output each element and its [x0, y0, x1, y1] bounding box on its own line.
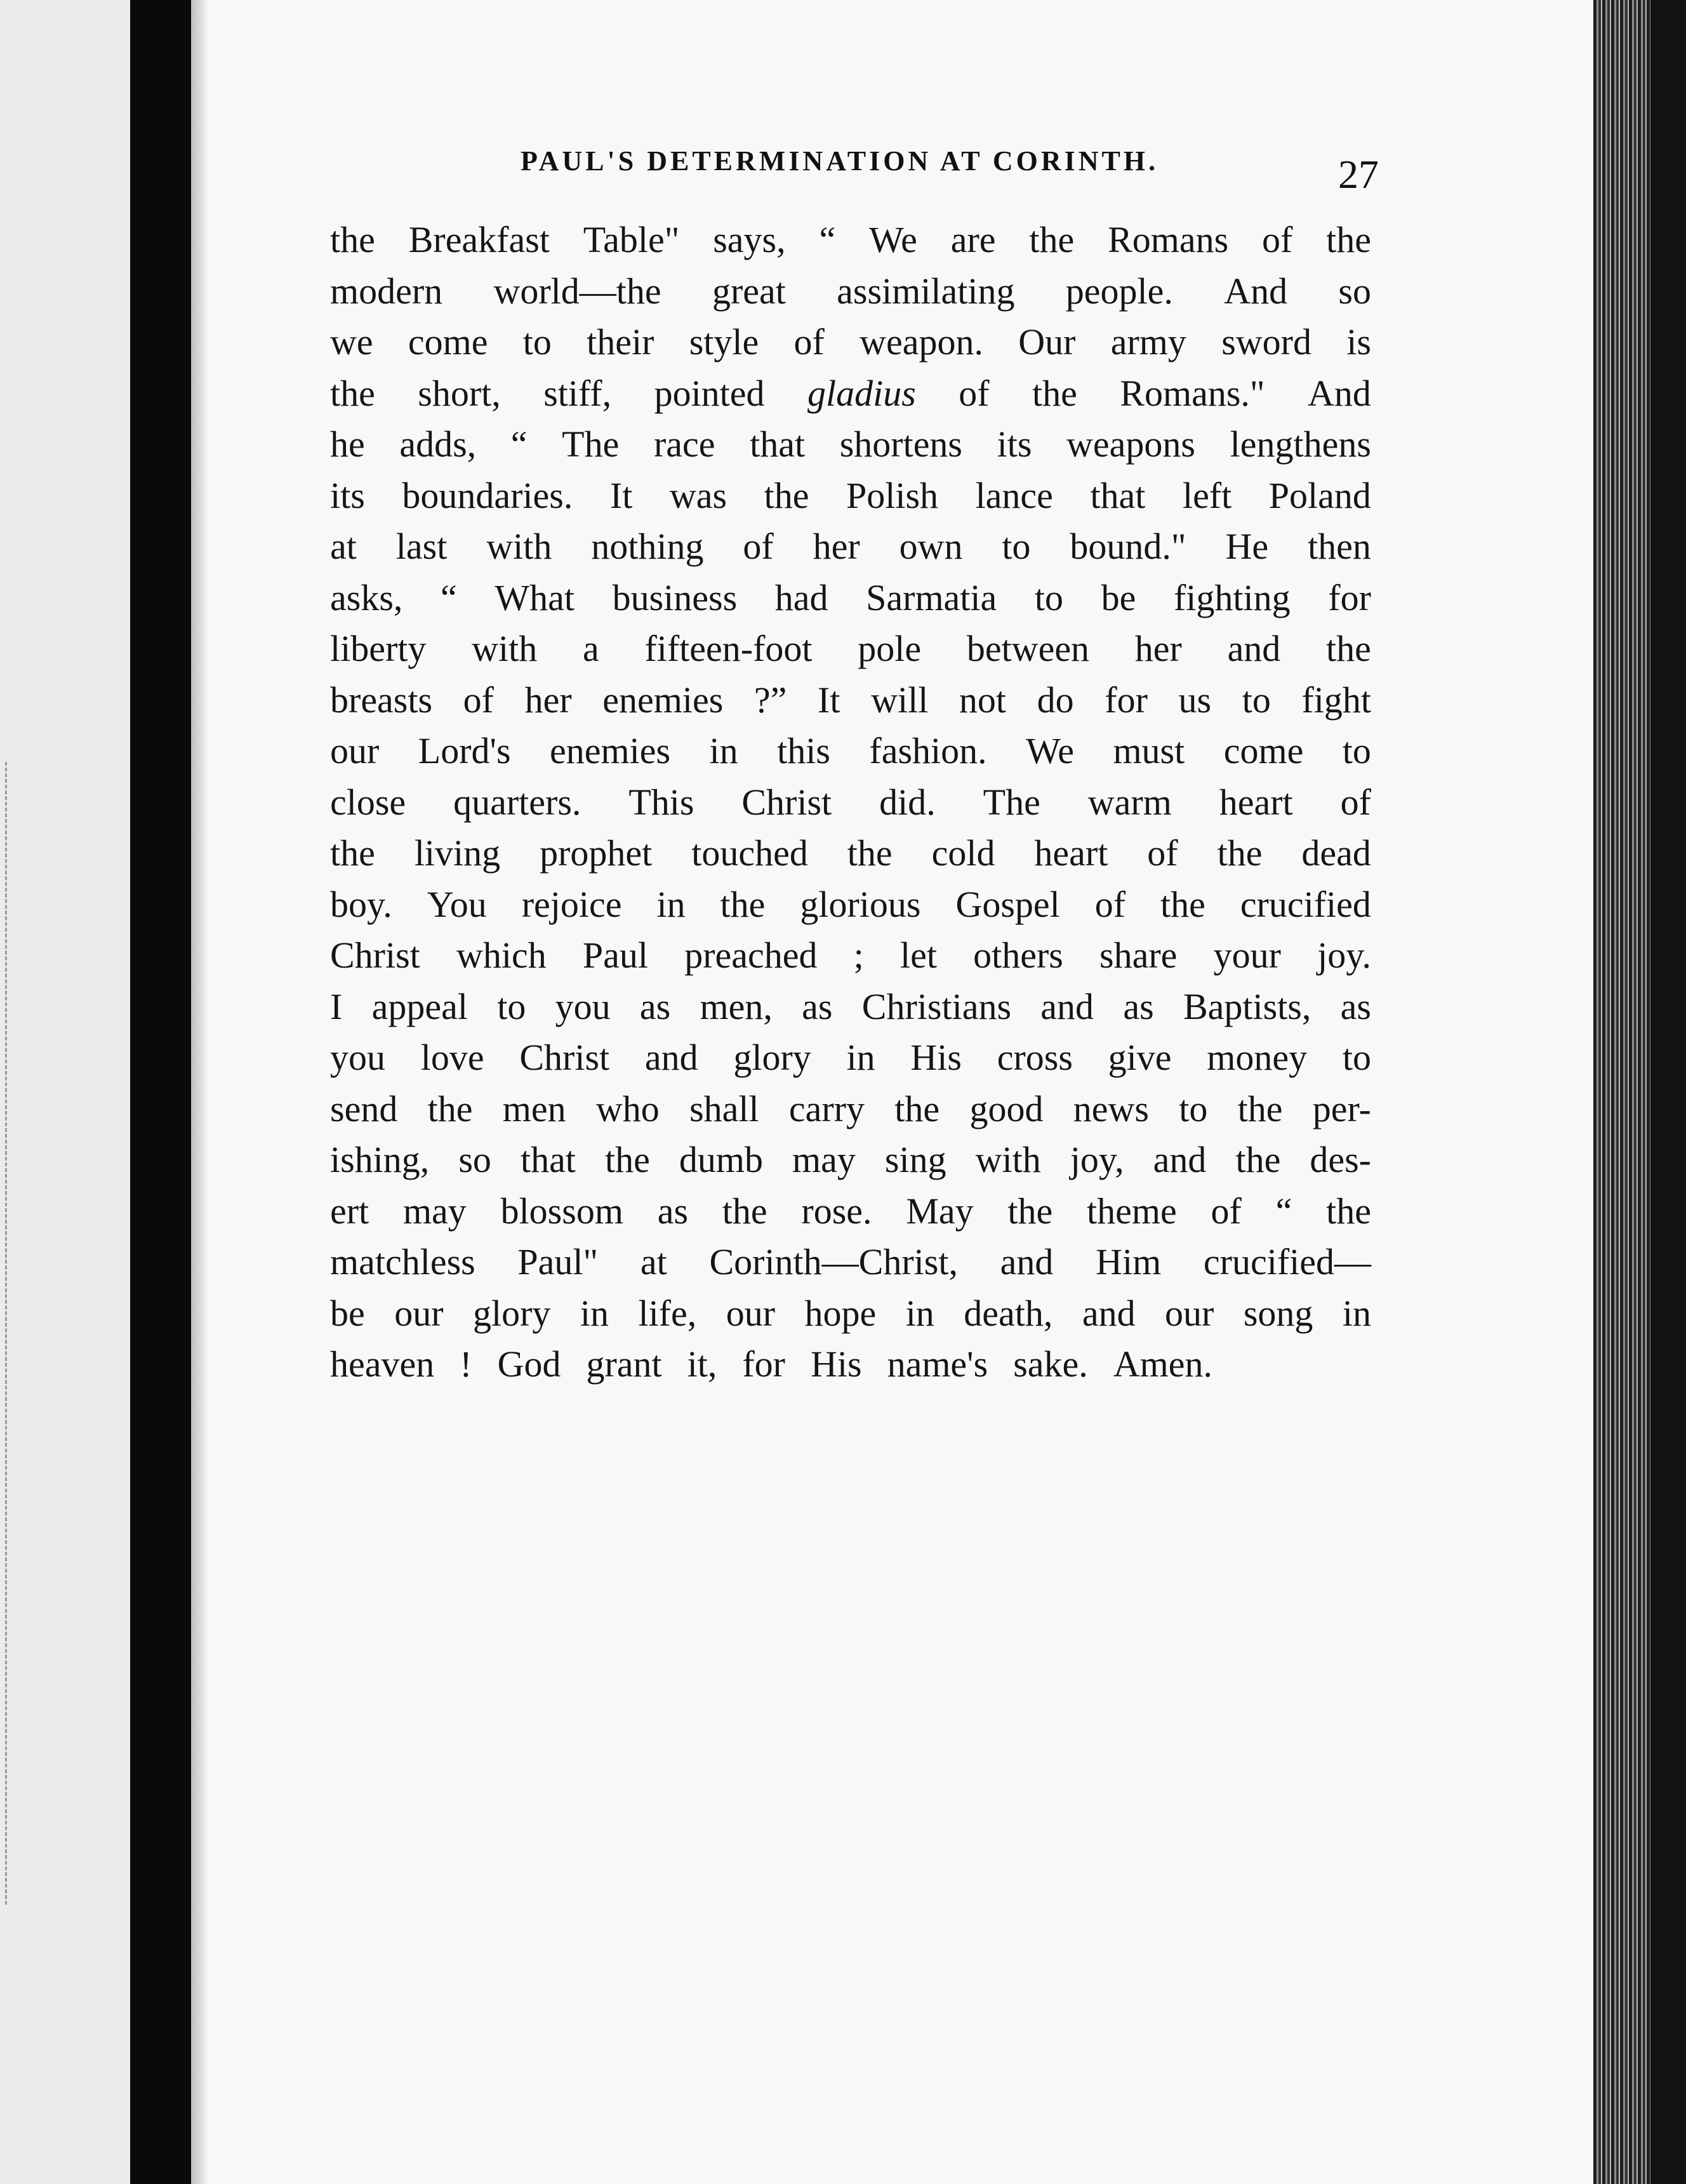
word: ert — [330, 1190, 369, 1232]
word: with — [975, 1139, 1041, 1180]
text-line — [330, 1339, 1371, 1390]
book-cover-edge — [1650, 0, 1686, 2184]
word: What — [495, 576, 574, 618]
word: per- — [1312, 1088, 1371, 1129]
word: left — [1182, 474, 1232, 516]
word: send — [330, 1088, 398, 1129]
word: news — [1073, 1088, 1149, 1129]
word: is — [1346, 321, 1371, 363]
word: the — [1029, 219, 1075, 260]
text-line — [330, 675, 1371, 726]
word: It — [818, 679, 840, 721]
word: sword — [1221, 321, 1311, 363]
word: great — [712, 270, 786, 312]
word: its — [330, 474, 365, 516]
word: of — [463, 679, 494, 721]
word: short, — [418, 372, 501, 414]
word: that — [1090, 474, 1146, 516]
word: crucified — [1240, 883, 1371, 925]
word: ishing, — [330, 1139, 430, 1180]
word: prophet — [540, 832, 653, 874]
word: her — [524, 679, 572, 721]
word: Christ — [519, 1037, 610, 1078]
word: and — [1227, 628, 1281, 669]
word: the — [847, 832, 893, 874]
word: the — [604, 1139, 650, 1180]
text-line — [330, 930, 1371, 982]
word: had — [774, 576, 828, 618]
word: the — [1032, 372, 1077, 414]
word: be — [1101, 576, 1136, 618]
word: last — [395, 526, 448, 567]
word: the — [1326, 628, 1371, 669]
word: as — [1123, 985, 1154, 1027]
word: did. — [879, 781, 936, 823]
word: Our — [1018, 321, 1076, 363]
word: Breakfast — [408, 219, 550, 260]
word: the — [330, 219, 375, 260]
word: His — [811, 1343, 862, 1385]
word: the — [330, 372, 375, 414]
text-line — [330, 419, 1371, 470]
word: fifteen-foot — [644, 628, 813, 669]
word: of — [793, 321, 825, 363]
word: Romans — [1108, 219, 1229, 260]
word: in — [846, 1037, 875, 1078]
word: to — [1342, 1037, 1371, 1078]
word: style — [689, 321, 759, 363]
word: you — [330, 1037, 385, 1078]
word: as — [802, 985, 833, 1027]
word: in — [1342, 1292, 1371, 1334]
text-line — [330, 317, 1371, 368]
word: glorious — [800, 883, 921, 925]
word: Romans." — [1120, 372, 1265, 414]
word: its — [997, 423, 1032, 465]
word: will — [871, 679, 929, 721]
word: not — [959, 679, 1007, 721]
word: share — [1099, 935, 1178, 976]
word: “ — [510, 423, 528, 465]
word: men, — [700, 985, 773, 1027]
word: the — [1326, 219, 1371, 260]
word: crucified— — [1203, 1241, 1371, 1282]
word: in — [580, 1292, 609, 1334]
word: to — [497, 985, 526, 1027]
word: the — [722, 1190, 767, 1232]
word: it, — [687, 1343, 717, 1385]
word: the — [1326, 1190, 1371, 1232]
word: “ — [1275, 1190, 1292, 1232]
word: world—the — [493, 270, 661, 312]
word: the — [764, 474, 809, 516]
word: let — [899, 935, 937, 976]
word: and — [1000, 1241, 1054, 1282]
word: fight — [1301, 679, 1371, 721]
gutter-shadow — [191, 0, 208, 2184]
word: Table" — [583, 219, 680, 260]
word: fighting — [1173, 576, 1291, 618]
word: at — [640, 1241, 667, 1282]
word: of — [1147, 832, 1178, 874]
text-line — [330, 1032, 1371, 1084]
word: preached — [684, 935, 818, 976]
word: of — [1094, 883, 1126, 925]
word: in — [905, 1292, 934, 1334]
word: so — [458, 1139, 491, 1180]
word: shortens — [839, 423, 963, 465]
word: cold — [931, 832, 995, 874]
word: money — [1207, 1037, 1308, 1078]
word: with — [486, 526, 552, 567]
word: Corinth—Christ, — [709, 1241, 958, 1282]
word: “ — [819, 219, 836, 260]
text-line — [330, 573, 1371, 624]
word: Paul" — [517, 1241, 599, 1282]
word: warm — [1087, 781, 1172, 823]
word: people. — [1065, 270, 1173, 312]
word: so — [1338, 270, 1371, 312]
text-line — [330, 623, 1371, 675]
text-line — [330, 521, 1371, 573]
word: who — [595, 1088, 660, 1129]
word: ?” — [753, 679, 787, 721]
word: sing — [884, 1139, 946, 1180]
word: and — [1082, 1292, 1136, 1334]
word: Christ — [330, 935, 420, 976]
word: lance — [975, 474, 1053, 516]
text-line — [330, 1288, 1371, 1340]
word: pole — [858, 628, 922, 669]
word: for — [1105, 679, 1148, 721]
word: gladius — [807, 372, 916, 414]
text-line — [330, 828, 1371, 879]
word: of — [1340, 781, 1371, 823]
word: their — [587, 321, 654, 363]
word: pointed — [654, 372, 765, 414]
word: our — [330, 730, 380, 771]
word: You — [427, 883, 487, 925]
body-paragraph — [330, 215, 1371, 1390]
word: adds, — [399, 423, 477, 465]
word: quarters. — [453, 781, 581, 823]
word: sake. — [1013, 1343, 1088, 1385]
word: theme — [1087, 1190, 1177, 1232]
word: the — [720, 883, 766, 925]
word: her — [813, 526, 860, 567]
word: Polish — [846, 474, 939, 516]
word: come — [1223, 730, 1304, 771]
word: Poland — [1268, 474, 1371, 516]
word: The — [983, 781, 1040, 823]
word: God — [497, 1343, 561, 1385]
word: the — [1237, 1088, 1283, 1129]
word: joy, — [1070, 1139, 1124, 1180]
word: of — [743, 526, 774, 567]
word: come — [408, 321, 488, 363]
word: modern — [330, 270, 443, 312]
word: for — [1328, 576, 1371, 618]
word: I — [330, 985, 343, 1027]
word: enemies — [550, 730, 671, 771]
word: glory — [733, 1037, 811, 1078]
word: living — [414, 832, 501, 874]
word: stiff, — [543, 372, 612, 414]
word: lengthens — [1230, 423, 1371, 465]
word: that — [520, 1139, 576, 1180]
word: matchless — [330, 1241, 475, 1282]
word: the — [1217, 832, 1263, 874]
word: close — [330, 781, 406, 823]
word: liberty — [330, 628, 427, 669]
word: the — [330, 832, 375, 874]
word: asks, — [330, 576, 403, 618]
word: to — [1002, 526, 1031, 567]
text-line — [330, 1084, 1371, 1135]
word: of — [959, 372, 990, 414]
word: breasts — [330, 679, 433, 721]
word: And — [1224, 270, 1288, 312]
word: for — [742, 1343, 785, 1385]
word: touched — [691, 832, 808, 874]
text-line — [330, 215, 1371, 266]
word: His — [910, 1037, 962, 1078]
word: name's — [887, 1343, 988, 1385]
word: to — [1342, 730, 1371, 771]
page-number: 27 — [1338, 152, 1379, 197]
word: des- — [1310, 1139, 1371, 1180]
word: give — [1108, 1037, 1172, 1078]
word: enemies — [602, 679, 724, 721]
word: heart — [1034, 832, 1108, 874]
word: race — [653, 423, 715, 465]
word: Christians — [861, 985, 1012, 1027]
word: at — [330, 526, 357, 567]
word: life, — [638, 1292, 697, 1334]
word: Lord's — [418, 730, 511, 771]
word: appeal — [371, 985, 468, 1027]
word: Christ — [741, 781, 832, 823]
word: good — [969, 1088, 1044, 1129]
word: fashion. — [869, 730, 987, 771]
word: we — [330, 321, 373, 363]
word: weapon. — [860, 321, 984, 363]
word: dead — [1301, 832, 1371, 874]
word: then — [1308, 526, 1371, 567]
word: and — [1040, 985, 1094, 1027]
word: blossom — [500, 1190, 623, 1232]
word: We — [869, 219, 917, 260]
word: to — [1179, 1088, 1208, 1129]
word: as — [657, 1190, 689, 1232]
word: rose. — [801, 1190, 872, 1232]
word: joy. — [1317, 935, 1371, 976]
word: others — [973, 935, 1063, 976]
word: to — [522, 321, 552, 363]
word: us — [1178, 679, 1212, 721]
text-line — [330, 1237, 1371, 1288]
word: and — [644, 1037, 698, 1078]
word: and — [1153, 1139, 1207, 1180]
text-line — [330, 1135, 1371, 1186]
word: our — [394, 1292, 444, 1334]
word: ; — [853, 935, 864, 976]
word: weapons — [1066, 423, 1195, 465]
word: heaven — [330, 1343, 435, 1385]
word: your — [1213, 935, 1281, 976]
word: you — [555, 985, 611, 1027]
text-line — [330, 726, 1371, 777]
word: Him — [1096, 1241, 1162, 1282]
book-gutter — [130, 0, 191, 2184]
text-line — [330, 470, 1371, 522]
word: hope — [804, 1292, 877, 1334]
word: grant — [586, 1343, 662, 1385]
word: This — [628, 781, 694, 823]
word: the — [894, 1088, 940, 1129]
word: her — [1134, 628, 1182, 669]
word: cross — [997, 1037, 1073, 1078]
word: between — [966, 628, 1090, 669]
word: be — [330, 1292, 365, 1334]
word: Amen. — [1113, 1343, 1213, 1385]
text-line — [330, 1186, 1371, 1237]
word: rejoice — [521, 883, 622, 925]
word: of — [1261, 219, 1293, 260]
word: And — [1308, 372, 1371, 414]
word: dumb — [679, 1139, 763, 1180]
word: which — [456, 935, 547, 976]
word: business — [612, 576, 738, 618]
word: the — [1160, 883, 1205, 925]
word: may — [402, 1190, 467, 1232]
word: says, — [713, 219, 786, 260]
word: nothing — [591, 526, 704, 567]
word: of — [1211, 1190, 1242, 1232]
text-line — [330, 777, 1371, 829]
word: glory — [472, 1292, 551, 1334]
word: own — [899, 526, 963, 567]
word: carry — [788, 1088, 865, 1129]
word: ! — [460, 1343, 472, 1385]
word: men — [502, 1088, 566, 1129]
running-title: PAUL'S DETERMINATION AT CORINTH. — [521, 145, 1159, 176]
word: The — [562, 423, 620, 465]
word: in — [656, 883, 686, 925]
word: our — [1165, 1292, 1214, 1334]
word: Sarmatia — [866, 576, 997, 618]
word: Gospel — [955, 883, 1060, 925]
word: the — [1007, 1190, 1053, 1232]
word: “ — [441, 576, 457, 618]
word: he — [330, 423, 365, 465]
word: to — [1034, 576, 1064, 618]
word: are — [950, 219, 996, 260]
word: to — [1242, 679, 1271, 721]
word: army — [1110, 321, 1186, 363]
facing-page-margin — [0, 0, 130, 2184]
text-line — [330, 982, 1371, 1033]
word: a — [582, 628, 599, 669]
word: with — [472, 628, 538, 669]
word: We — [1026, 730, 1074, 771]
word: bound." — [1070, 526, 1186, 567]
text-line — [330, 368, 1371, 420]
word: boundaries. — [402, 474, 573, 516]
word: that — [750, 423, 806, 465]
text-line — [330, 266, 1371, 317]
word: the — [1235, 1139, 1281, 1180]
word: this — [777, 730, 830, 771]
word: our — [726, 1292, 776, 1334]
word: Paul — [582, 935, 649, 976]
word: the — [427, 1088, 473, 1129]
word: as — [639, 985, 671, 1027]
word: May — [906, 1190, 974, 1232]
facing-page-edge-marks — [5, 762, 12, 1905]
word: boy. — [330, 883, 392, 925]
word: in — [709, 730, 738, 771]
word: shall — [689, 1088, 759, 1129]
word: do — [1037, 679, 1074, 721]
word: Baptists, — [1183, 985, 1311, 1027]
word: as — [1340, 985, 1371, 1027]
word: may — [792, 1139, 856, 1180]
word: song — [1243, 1292, 1313, 1334]
word: was — [669, 474, 727, 516]
word: It — [609, 474, 633, 516]
word: assimilating — [837, 270, 1015, 312]
word: love — [420, 1037, 484, 1078]
word: must — [1113, 730, 1185, 771]
word: He — [1225, 526, 1269, 567]
word: heart — [1219, 781, 1293, 823]
word: death, — [964, 1292, 1053, 1334]
text-line — [330, 879, 1371, 931]
